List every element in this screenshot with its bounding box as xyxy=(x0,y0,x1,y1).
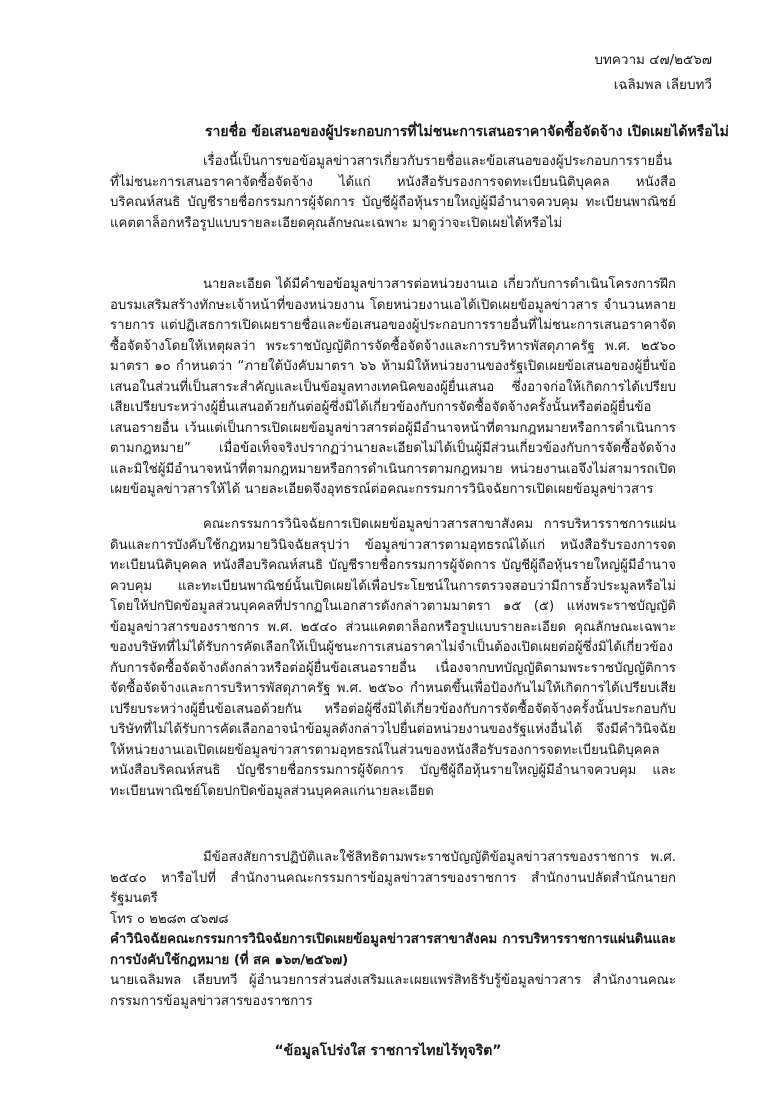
paragraph-decision-text: คณะกรรมการวินิจฉัยการเปิดเผยข้อมูลข่าวสารสาขาสังคม การบริหารราชการแผ่นดินและการบังคับใช้กฎหมายวินิจฉัยสรุปว่า ข้อมูลข่าวสารตามอุทธรณ์ได้แก่ หนังสือรับรองการจดทะเบียนนิติบุคคล หนังสือบริคณห์สนธิ บัญชีรายชื่อกรรมการผู้จัดการ บัญชีผู้ถือหุ้นรายใหญ่ผู้มีอำนาจควบคุม และทะเบียนพาณิชย์นั้นเปิดเผยได้เพื่อประโยชน์ในการตรวจสอบว่ามีการฮั้วประมูลหรือไม่ โดยให้ปกปิดข้อมูลส่วนบุคคลที่ปรากฏในเอกสารดังกล่าวตามมาตรา ๑๕ (๕) แห่งพระราชบัญญัติข้อมูลข่าวสารของราชการ พ.ศ. ๒๕๔๐ ส่วนแคตตาล็อกหรือรูปแบบรายละเอียด คุณลักษณะเฉพาะของบริษัทที่ไม่ได้รับการคัดเลือกให้เป็นผู้ชนะการเสนอราคาไม่จำเป็นต้องเปิดเผยต่อผู้ซึ่งมิได้เกี่ยวข้องกับการจัดซื้อจัดจ้างดังกล่าวหรือต่อผู้ยื่นข้อเสนอรายอื่น เนื่องจากบทบัญญัติตามพระราชบัญญัติการจัดซื้อจัดจ้างและการบริหารพัสดุภาครัฐ พ.ศ. ๒๕๖๐ กำหนดขึ้นเพื่อป้องกันไม่ให้เกิดการได้เปรียบเสียเปรียบระหว่างผู้ยื่นข้อเสนอด้วยกัน หรือต่อผู้ซึ่งมิได้เกี่ยวข้องกับการจัดซื้อจัดจ้างครั้งนั้นประกอบกับบริษัทที่ไม่ได้รับการคัดเลือกอาจนำข้อมูลดังกล่าวไปยื่นต่อหน่วยงานของรัฐแห่งอื่นได้ จึงมีคำวินิจฉัยให้หน่วยงานเอเปิดเผยข้อมูลข่าวสารตามอุทธรณ์ในส่วนของหนังสือรับรองการจดทะเบียนนิติบุคคล หนังสือบริคณห์สนธิ บัญชีรายชื่อกรรมการผู้จัดการ บัญชีผู้ถือหุ้นรายใหญ่ผู้มีอำนาจควบคุม และทะเบียนพาณิชย์โดยปกปิดข้อมูลส่วนบุคคลแก่นายละเอียด xyxy=(110,517,676,799)
contact-phone: โทร ๐ ๒๒๘๓ ๔๖๗๘ xyxy=(110,911,229,927)
document-title: รายชื่อ ข้อเสนอของผู้ประกอบการที่ไม่ชนะการเสนอราคาจัดซื้อจัดจ้าง เปิดเผยได้หรือไม่ xyxy=(205,124,729,140)
article-number: บทความ ๔๗/๒๕๖๗ xyxy=(594,52,712,68)
paragraph-intro-text: เรื่องนี้เป็นการขอข้อมูลข่าวสารเกี่ยวกับรายชื่อและข้อเสนอของผู้ประกอบการรายอื่นที่ไม่ชนะการเสนอราคาจัดซื้อจัดจ้าง ได้แก่ หนังสือรับรองการจดทะเบียนนิติบุคคล หนังสือบริคณห์สนธิ บัญชีรายชื่อกรรมการผู้จัดการ บัญชีผู้ถือหุ้นรายใหญ่ผู้มีอำนาจควบคุม ทะเบียนพาณิชย์ แคตตาล็อกหรือรูปแบบรายละเอียดคุณลักษณะเฉพาะ มาดูว่าจะเปิดเผยได้หรือไม่ xyxy=(110,154,676,231)
author-name: เฉลิมพล เลียบทวี xyxy=(613,77,712,93)
paragraph-decision xyxy=(110,515,676,802)
article-header xyxy=(594,48,712,98)
author-line: นายเฉลิมพล เลียบทวี ผู้อำนวยการส่วนส่งเสริมและเผยแพร่สิทธิรับรู้ข้อมูลข่าวสาร สำนักงานคณะกรรมการข้อมูลข่าวสารของราชการ xyxy=(110,973,676,1009)
paragraph-intro xyxy=(110,152,676,234)
contact-block xyxy=(110,848,676,1012)
ruling-reference: คำวินิจฉัยคณะกรรมการวินิจฉัยการเปิดเผยข้อมูลข่าวสารสาขาสังคม การบริหารราชการแผ่นดินและการบังคับใช้กฎหมาย (ที่ สค ๑๖๓/๒๕๖๗) xyxy=(110,932,676,968)
paragraph-case xyxy=(110,275,676,501)
footer-slogan: “ข้อมูลโปร่งใส ราชการไทยไร้ทุจริต” xyxy=(274,1043,502,1059)
contact-intro: มีข้อสงสัยการปฏิบัติและใช้สิทธิตามพระราชบัญญัติข้อมูลข่าวสารของราชการ พ.ศ. ๒๕๔๐ หารือไปที่ สำนักงานคณะกรรมการข้อมูลข่าวสารของราชการ สำนักงานปลัดสำนักนายกรัฐมนตรี xyxy=(110,850,676,906)
paragraph-case-text: นายละเอียด ได้มีคำขอข้อมูลข่าวสารต่อหน่วยงานเอ เกี่ยวกับการดำเนินโครงการฝึกอบรมเสริมสร้างทักษะเจ้าหน้าที่ของหน่วยงาน โดยหน่วยงานเอได้เปิดเผยข้อมูลข่าวสาร จำนวนหลายรายการ แต่ปฏิเสธการเปิดเผยรายชื่อและข้อเสนอของผู้ประกอบการรายอื่นที่ไม่ชนะการเสนอราคาจัดซื้อจัดจ้างโดยให้เหตุผลว่า พระราชบัญญัติการจัดซื้อจัดจ้างและการบริหารพัสดุภาครัฐ พ.ศ. ๒๕๖๐ มาตรา ๑๐ กำหนดว่า “ภายใต้บังคับมาตรา ๖๖ ห้ามมิให้หน่วยงานของรัฐเปิดเผยข้อเสนอของผู้ยื่นข้อเสนอในส่วนที่เป็นสาระสำคัญและเป็นข้อมูลทางเทคนิคของผู้ยื่นเสนอ ซึ่งอาจก่อให้เกิดการได้เปรียบเสียเปรียบระหว่างผู้ยื่นเสนอด้วยกันต่อผู้ซึ่งมิได้เกี่ยวข้องกับการจัดซื้อจัดจ้างครั้งนั้นหรือต่อผู้ยื่นข้อเสนอรายอื่น เว้นแต่เป็นการเปิดเผยข้อมูลข่าวสารต่อผู้มีอำนาจหน้าที่ตามกฎหมายหรือการดำเนินการตามกฎหมาย” เมื่อข้อเท็จจริงปรากฏว่านายละเอียดไม่ได้เป็นผู้มีส่วนเกี่ยวข้องกับการจัดซื้อจัดจ้าง และมิใช่ผู้มีอำนาจหน้าที่ตามกฎหมายหรือการดำเนินการตามกฎหมาย หน่วยงานเอจึงไม่สามารถเปิดเผยข้อมูลข่าวสารให้ได้ นายละเอียดจึงอุทธรณ์ต่อคณะกรรมการวินิจฉัยการเปิดเผยข้อมูลข่าวสาร xyxy=(110,277,676,497)
